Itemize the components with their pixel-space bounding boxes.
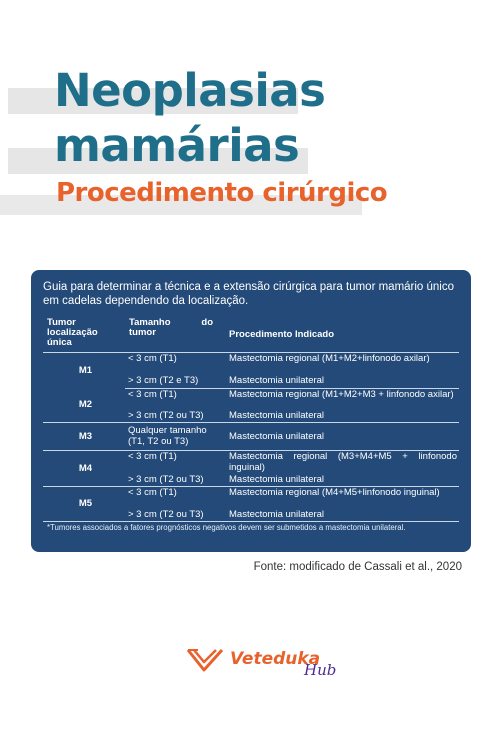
location-cell: M2 xyxy=(43,388,125,422)
header-size: Tamanho do tumor xyxy=(125,318,219,352)
table-footnote: *Tumores associados a fatores prognósticos negativos devem ser submetidos a mastectomia unilateral. xyxy=(47,523,406,532)
location-cell: M5 xyxy=(43,486,125,521)
procedure-cell: Mastectomia unilateral xyxy=(219,474,459,486)
source-citation: Fonte: modificado de Cassali et al., 2020 xyxy=(253,561,462,573)
procedure-cell: Mastectomia unilateral xyxy=(219,410,459,422)
veteduka-hub-logo xyxy=(186,643,346,683)
size-cell: < 3 cm (T1) xyxy=(128,486,177,498)
page-title-line-1: Neoplasias xyxy=(54,64,326,117)
size-cell: > 3 cm (T2 ou T3) xyxy=(125,509,219,521)
size-cell: < 3 cm (T1) xyxy=(128,388,177,400)
table-row xyxy=(43,450,459,474)
guide-card xyxy=(31,270,471,552)
chevron-logo-icon xyxy=(186,646,226,680)
location-cell: M4 xyxy=(43,450,125,486)
procedure-cell: Mastectomia regional (M3+M4+M5 + linfonodo inguinal) xyxy=(229,450,457,473)
location-cell: M3 xyxy=(43,422,125,450)
page-title-line-2: mamárias xyxy=(54,119,300,172)
size-cell: < 3 cm (T1) xyxy=(128,450,177,462)
procedure-cell: Mastectomia regional (M1+M2+linfonodo axilar) xyxy=(229,352,430,364)
header-procedure: Procedimento Indicado xyxy=(219,318,459,352)
size-cell: < 3 cm (T1) xyxy=(128,352,177,364)
procedure-table xyxy=(43,318,459,522)
size-cell: > 3 cm (T2 ou T3) xyxy=(125,410,219,422)
guide-intro: Guia para determinar a técnica e a extensão cirúrgica para tumor mamário único em cadelas dependendo da localização. xyxy=(43,281,455,307)
size-cell: Qualquer tamanho (T1, T2 ou T3) xyxy=(125,422,219,450)
size-cell: > 3 cm (T2 ou T3) xyxy=(125,474,219,486)
procedure-cell: Mastectomia unilateral xyxy=(219,422,459,450)
page-subtitle: Procedimento cirúrgico xyxy=(56,178,388,208)
table-row xyxy=(43,422,459,450)
logo-wordmark: Veteduka xyxy=(230,649,321,669)
table-row xyxy=(43,486,459,509)
table-header-row xyxy=(43,318,459,352)
procedure-cell: Mastectomia regional (M4+M5+linfonodo inguinal) xyxy=(229,486,440,498)
table-row xyxy=(43,388,459,410)
logo-hub-text: Hub xyxy=(304,661,337,679)
procedure-cell: Mastectomia unilateral xyxy=(219,509,459,521)
header-location: Tumor localização única xyxy=(43,318,125,352)
size-cell: > 3 cm (T2 e T3) xyxy=(125,375,219,388)
location-cell: M1 xyxy=(78,364,93,376)
procedure-cell: Mastectomia unilateral xyxy=(219,375,459,388)
table-row xyxy=(43,352,459,375)
procedure-cell: Mastectomia regional (M1+M2+M3 + linfonodo axilar) xyxy=(229,388,454,400)
